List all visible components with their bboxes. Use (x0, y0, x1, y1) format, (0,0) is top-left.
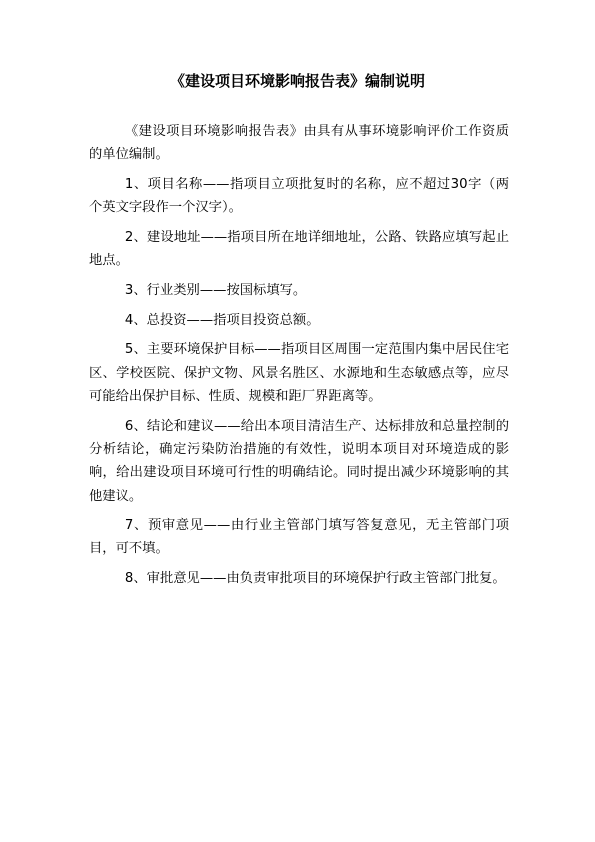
item-construction-address: 2、建设地址——指项目所在地详细地址，公路、铁路应填写起止地点。 (89, 229, 509, 269)
item-total-investment: 4、总投资——指项目投资总额。 (124, 312, 320, 328)
item-industry-category: 3、行业类别——按国标填写。 (124, 282, 307, 298)
document-body (89, 120, 509, 597)
intro-paragraph: 《建设项目环境影响报告表》由具有从事环境影响评价工作资质的单位编制。 (89, 124, 509, 163)
item-project-name: 1、项目名称——指项目立项批复时的名称，应不超过30字（两个英文字段作一个汉字）。 (89, 176, 509, 216)
item-approval-opinion: 8、审批意见——由负责审批项目的环境保护行政主管部门批复。 (124, 571, 506, 587)
item-protection-targets: 5、主要环境保护目标——指项目区周围一定范围内集中居民住宅区、学校医院、保护文物、风景名胜区、水源地和生态敏感点等，应尽可能给出保护目标、性质、规模和距厂界距离等。 (89, 342, 509, 404)
document-title: 《建设项目环境影响报告表》编制说明 (169, 72, 425, 90)
item-conclusions-suggestions: 6、结论和建议——给出本项目清洁生产、达标排放和总量控制的分析结论，确定污染防治措施的有效性，说明本项目对环境造成的影响，给出建设项目环境可行性的明确结论。同时提出减少环境影响的其他建议。 (89, 418, 509, 504)
item-preliminary-review: 7、预审意见——由行业主管部门填写答复意见，无主管部门项目，可不填。 (89, 518, 509, 557)
